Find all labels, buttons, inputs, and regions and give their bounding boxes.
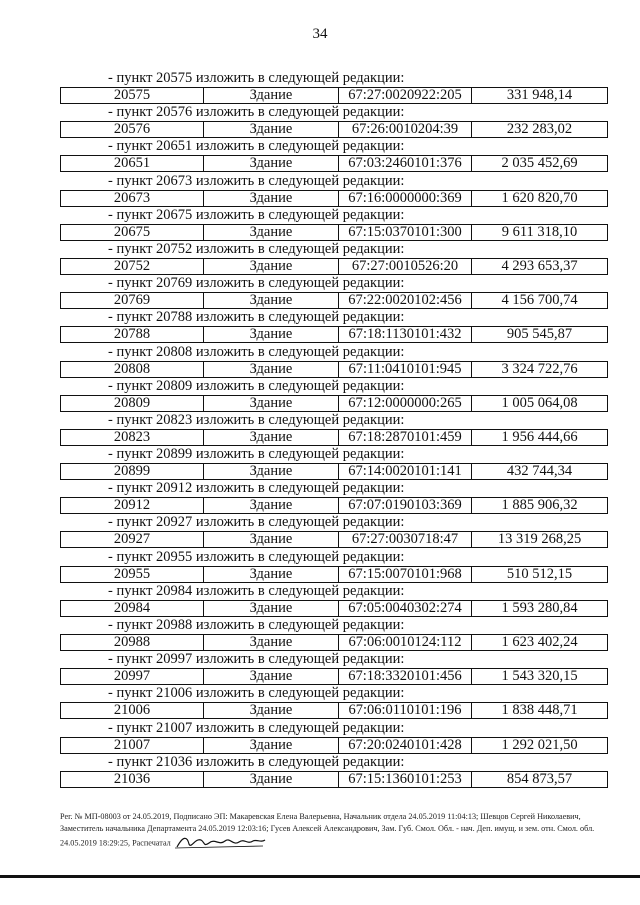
object-type-cell: Здание [203,703,338,718]
item-number-cell: 20899 [113,464,151,480]
cadastral-number-cell: 67:15:1360101:253 [338,772,471,787]
table-row [60,566,608,583]
object-type-cell: Здание [203,122,338,137]
cadastral-value-cell: 1 292 021,50 [471,738,607,753]
amendment-instruction: - пункт 20651 изложить в следующей редакции: [108,138,405,155]
object-type-cell: Здание [203,567,338,582]
cadastral-number-cell: 67:07:0190103:369 [338,498,471,513]
amendment-entry [60,583,608,617]
table-row [60,429,608,446]
object-type-cell: Здание [203,362,338,377]
amendment-instruction: - пункт 20808 изложить в следующей редакции: [108,343,405,360]
cadastral-number-cell: 67:26:0010204:39 [338,122,471,137]
cadastral-value-cell: 1 885 906,32 [471,498,607,513]
table-row [60,224,608,241]
amendment-instruction: - пункт 20752 изложить в следующей редакции: [108,240,405,257]
handwritten-signature [175,834,267,854]
amendment-entry [60,104,608,138]
cadastral-number-cell: 67:18:2870101:459 [338,430,471,445]
cadastral-value-cell: 510 512,15 [471,567,607,582]
amendments-list [60,70,608,788]
amendment-instruction: - пункт 20955 изложить в следующей редакции: [108,548,405,565]
cadastral-number-cell: 67:03:2460101:376 [338,156,471,171]
table-row [60,531,608,548]
item-number-cell: 20788 [113,327,151,343]
item-number-cell: 21007 [113,737,151,753]
table-row [60,155,608,172]
object-type-cell: Здание [203,88,338,103]
cadastral-value-cell: 9 611 318,10 [471,225,607,240]
item-number-cell: 20984 [113,600,151,616]
amendment-instruction: - пункт 20984 изложить в следующей редакции: [108,582,405,599]
object-type-cell: Здание [203,601,338,616]
object-type-cell: Здание [203,259,338,274]
item-number-cell: 20997 [113,669,151,685]
item-number-cell: 20823 [113,429,151,445]
item-number-cell: 20576 [113,122,151,138]
amendment-instruction: - пункт 20575 изложить в следующей редакции: [108,70,405,86]
amendment-entry [60,480,608,514]
cadastral-number-cell: 67:14:0020101:141 [338,464,471,479]
cadastral-number-cell: 67:06:0010124:112 [338,635,471,650]
amendment-entry [60,754,608,788]
cadastral-value-cell: 1 005 064,08 [471,396,607,411]
amendment-entry [60,138,608,172]
cadastral-value-cell: 331 948,14 [471,88,607,103]
cadastral-number-cell: 67:20:0240101:428 [338,738,471,753]
object-type-cell: Здание [203,635,338,650]
amendment-entry [60,70,608,104]
item-number-cell: 20769 [113,293,151,309]
table-row [60,121,608,138]
amendment-entry [60,378,608,412]
object-type-cell: Здание [203,225,338,240]
table-row [60,737,608,754]
amendment-entry [60,309,608,343]
table-row [60,326,608,343]
table-row [60,668,608,685]
object-type-cell: Здание [203,191,338,206]
table-row [60,395,608,412]
bottom-rule [0,875,640,878]
amendment-entry [60,514,608,548]
cadastral-number-cell: 67:05:0040302:274 [338,601,471,616]
item-number-cell: 20808 [113,361,151,377]
table-row [60,258,608,275]
table-row [60,600,608,617]
cadastral-value-cell: 432 744,34 [471,464,607,479]
object-type-cell: Здание [203,430,338,445]
amendment-entry [60,651,608,685]
table-row [60,497,608,514]
amendment-instruction: - пункт 20997 изложить в следующей редакции: [108,651,405,668]
amendment-instruction: - пункт 21007 изложить в следующей редакции: [108,719,405,736]
cadastral-number-cell: 67:18:1130101:432 [338,327,471,342]
object-type-cell: Здание [203,669,338,684]
amendment-instruction: - пункт 20576 изложить в следующей редакции: [108,104,405,121]
amendment-instruction: - пункт 20769 изложить в следующей редакции: [108,275,405,292]
table-row [60,702,608,719]
registry-text: Рег. № МП-08003 от 24.05.2019, Подписано ЭП: Макаревская Елена Валерьевна, Начальник отдела 24.05.2019 11:04:13; Шевцов Сергей Николаевич, Заместитель начальника Департамента 24.05.2019 12:03:16; Гусев Алексей Александрович, Зам. Губ. Смол. Обл. - нач. Деп. имущ. и зем. отн. Смол. обл. 24.05.2019 18:29:25, Распечатал [60,812,595,848]
cadastral-value-cell: 4 293 653,37 [471,259,607,274]
item-number-cell: 20673 [113,190,151,206]
object-type-cell: Здание [203,396,338,411]
amendment-instruction: - пункт 20988 изложить в следующей редакции: [108,617,405,633]
amendment-instruction: - пункт 20927 изложить в следующей редакции: [108,514,405,531]
table-row [60,463,608,480]
object-type-cell: Здание [203,464,338,479]
item-number-cell: 20927 [113,532,151,548]
cadastral-value-cell: 232 283,02 [471,122,607,137]
item-number-cell: 20912 [113,498,151,514]
object-type-cell: Здание [203,532,338,547]
cadastral-number-cell: 67:18:3320101:456 [338,669,471,684]
item-number-cell: 20752 [113,258,151,274]
amendment-entry [60,207,608,241]
table-row [60,771,608,788]
item-number-cell: 20675 [113,224,151,240]
object-type-cell: Здание [203,293,338,308]
amendment-entry [60,344,608,378]
object-type-cell: Здание [203,156,338,171]
cadastral-value-cell: 4 156 700,74 [471,293,607,308]
amendment-instruction: - пункт 20675 изложить в следующей редакции: [108,206,405,223]
cadastral-number-cell: 67:27:0030718:47 [338,532,471,547]
table-row [60,190,608,207]
item-number-cell: 21006 [113,703,151,719]
item-number-cell: 20809 [113,395,151,411]
amendment-entry [60,275,608,309]
cadastral-value-cell: 1 543 320,15 [471,669,607,684]
cadastral-value-cell: 1 838 448,71 [471,703,607,718]
object-type-cell: Здание [203,498,338,513]
amendment-entry [60,173,608,207]
table-row [60,292,608,309]
object-type-cell: Здание [203,772,338,787]
amendment-entry [60,617,608,651]
table-row [60,361,608,378]
table-row [60,634,608,651]
cadastral-number-cell: 67:27:0010526:20 [338,259,471,274]
amendment-instruction: - пункт 20823 изложить в следующей редакции: [108,411,405,428]
item-number-cell: 20955 [113,566,151,582]
item-number-cell: 20988 [113,635,151,650]
amendment-entry [60,241,608,275]
cadastral-number-cell: 67:27:0020922:205 [338,88,471,103]
amendment-instruction: - пункт 21006 изложить в следующей редакции: [108,685,405,702]
cadastral-value-cell: 1 623 402,24 [471,635,607,650]
item-number-cell: 21036 [113,771,151,787]
amendment-entry [60,446,608,480]
cadastral-value-cell: 905 545,87 [471,327,607,342]
cadastral-value-cell: 1 593 280,84 [471,601,607,616]
cadastral-number-cell: 67:22:0020102:456 [338,293,471,308]
amendment-instruction: - пункт 20899 изложить в следующей редакции: [108,446,405,463]
object-type-cell: Здание [203,738,338,753]
cadastral-value-cell: 1 956 444,66 [471,430,607,445]
amendment-instruction: - пункт 20673 изложить в следующей редакции: [108,172,405,189]
amendment-instruction: - пункт 20912 изложить в следующей редакции: [108,480,405,497]
cadastral-number-cell: 67:06:0110101:196 [338,703,471,718]
page-number: 34 [312,26,328,42]
cadastral-number-cell: 67:12:0000000:265 [338,396,471,411]
amendment-instruction: - пункт 20809 изложить в следующей редакции: [108,377,405,394]
amendment-entry [60,720,608,754]
cadastral-number-cell: 67:15:0370101:300 [338,225,471,240]
amendment-entry [60,549,608,583]
cadastral-value-cell: 2 035 452,69 [471,156,607,171]
item-number-cell: 20575 [113,88,151,103]
table-row [60,87,608,104]
cadastral-value-cell: 13 319 268,25 [471,532,607,547]
amendment-entry [60,685,608,719]
cadastral-value-cell: 1 620 820,70 [471,191,607,206]
object-type-cell: Здание [203,327,338,342]
item-number-cell: 20651 [113,156,151,172]
cadastral-number-cell: 67:11:0410101:945 [338,362,471,377]
cadastral-number-cell: 67:16:0000000:369 [338,191,471,206]
amendment-instruction: - пункт 20788 изложить в следующей редакции: [108,309,405,326]
cadastral-number-cell: 67:15:0070101:968 [338,567,471,582]
signature-registry-note [60,811,620,854]
amendment-instruction: - пункт 21036 изложить в следующей редакции: [108,753,405,770]
amendment-entry [60,412,608,446]
cadastral-value-cell: 854 873,57 [471,772,607,787]
cadastral-value-cell: 3 324 722,76 [471,362,607,377]
